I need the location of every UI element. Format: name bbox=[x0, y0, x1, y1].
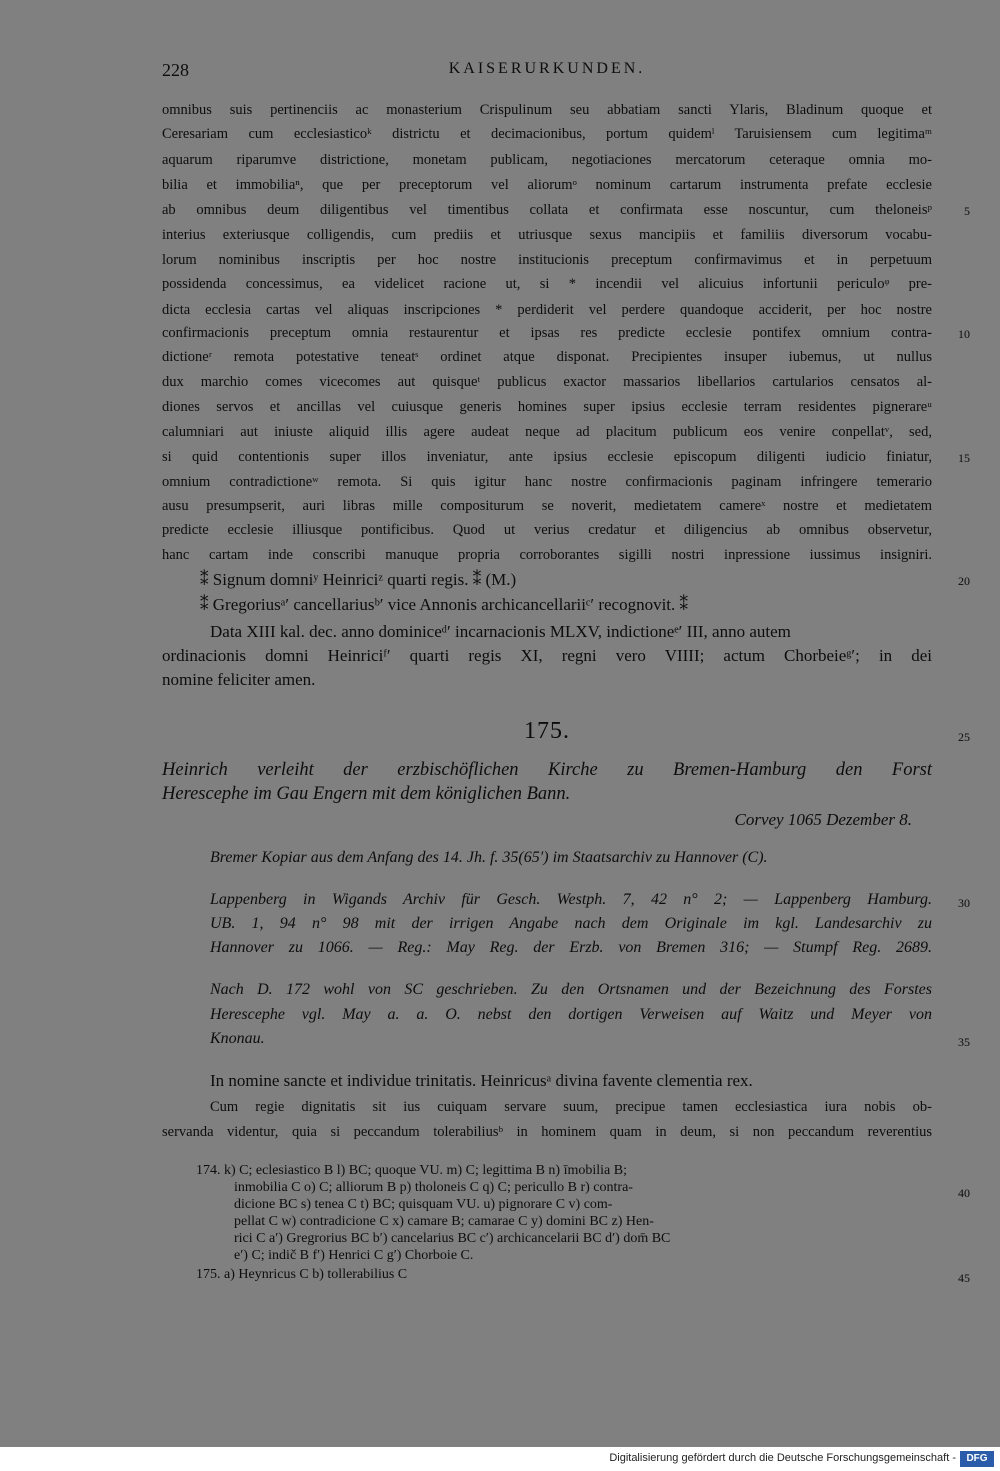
line-number: 10 bbox=[958, 327, 970, 341]
regest-line: Heinrich verleiht der erzbischöflichen Kirche zu Bremen-Hamburg den Forst bbox=[162, 760, 932, 780]
text-line: Cum regie dignitatis sit ius cuiquam servare suum, precipue tamen ecclesiastica iura nobis ob- bbox=[210, 1099, 932, 1115]
source-line: Bremer Kopiar aus dem Anfang des 14. Jh. f. 35(65′) im Staatsarchiv zu Hannover (C). bbox=[210, 849, 768, 866]
text-line: predicte ecclesie illiusque pontificibus. Quod ut verius credatur et diligencius ab omnibus observetur, bbox=[162, 522, 932, 538]
invocatio: In nomine sancte et individue trinitatis. Heinricusᵃ divina favente clementia rex. bbox=[210, 1071, 753, 1090]
date-place: Corvey 1065 Dezember 8. bbox=[734, 810, 912, 829]
text-line: calumniari aut iniuste aliquid illis agere audeat neque ad placitum publicum eos venire conpellatᵛ, sed, bbox=[162, 424, 932, 440]
footnote-line: pellat C w) contradicione C x) camare B; camarae C y) domini BC z) Hen- bbox=[234, 1214, 654, 1229]
datum-line: ordinacionis domni Heinriciᶠ′ quarti regis XI, regni vero VIIII; actum Chorbeieᵍ′; in dei bbox=[162, 646, 932, 665]
text-line: lorum nominibus inscriptis per hoc nostre institucionis preceptum confirmavimus et in perpetuum bbox=[162, 252, 932, 268]
text-line: ab omnibus deum diligentibus vel timentibus collata et confirmata esse noscuntur, cum theloneisᵖ bbox=[162, 202, 932, 218]
text-line: aquarum riparumve districtione, monetam publicam, negotiaciones mercatorum ceteraque omnia mo- bbox=[162, 152, 932, 168]
text-line: si quid contentionis super illos inveniatur, ante ipsius ecclesie episcopum diligenti iudicio finiatur, bbox=[162, 449, 932, 465]
line-number: 20 bbox=[958, 574, 970, 588]
text-line: servanda videntur, quia si peccandum tolerabiliusᵇ in hominem quam in deum, si non peccandum reverentius bbox=[162, 1124, 932, 1140]
page-header bbox=[162, 60, 932, 84]
text-line: dicta ecclesia cartas vel aliquas inscripciones * perdiderit vel perdere quandoque acciderit, per hoc nostre bbox=[162, 302, 932, 318]
text-line: diones servos et ancillas vel cuiusque generis homines super ipsius ecclesie terram residentes pignerareᵘ bbox=[162, 399, 932, 415]
dfg-logo: DFG bbox=[960, 1451, 994, 1467]
footnote-line: rici C a′) Gregrorius BC b′) cancelarius BC c′) archicancelarii BC d′) dom̄ BC bbox=[234, 1231, 671, 1246]
footer-bar bbox=[0, 1447, 1000, 1471]
line-number: 30 bbox=[958, 896, 970, 910]
note-line: Knonau. bbox=[210, 1030, 265, 1047]
literature-line: UB. 1, 94 n° 98 mit der irrigen Angabe nach dem Originale im kgl. Landesarchiv zu bbox=[210, 915, 932, 932]
line-number: 35 bbox=[958, 1035, 970, 1049]
running-title: KAISERURKUNDEN. bbox=[448, 60, 646, 77]
regest-line: Herescephe im Gau Engern mit dem königlichen Bann. bbox=[162, 784, 571, 804]
document-number: 175. bbox=[524, 718, 570, 744]
text-line: dictioneʳ remota potestative teneatˢ ordinet atque disponat. Precipientes insuper iubemus, ut nullus bbox=[162, 349, 932, 365]
datum-line: Data XIII kal. dec. anno dominiceᵈ′ incarnacionis MLXV, indictioneᵉ′ III, anno autem bbox=[210, 622, 791, 641]
text-line: possidenda concessimus, ea videlicet racione ut, si * incendii vel alicuius infortunii periculoᵠ pre- bbox=[162, 276, 932, 292]
text-line: omnium contradictioneʷ remota. Si quis igitur hanc nostre confirmacionis paginam infringere temerario bbox=[162, 474, 932, 490]
line-number: 15 bbox=[958, 451, 970, 465]
funding-note: Digitalisierung gefördert durch die Deutsche Forschungsgemeinschaft - bbox=[609, 1452, 956, 1464]
line-number: 5 bbox=[964, 204, 970, 218]
text-line: ausu presumpserit, auri libras mille compositurum se noverit, medietatem camereˣ nostre et medietatem bbox=[162, 498, 932, 514]
literature-line: Lappenberg in Wigands Archiv für Gesch. Westph. 7, 42 n° 2; — Lappenberg Hamburg. bbox=[210, 891, 932, 908]
text-line: interius exteriusque colligendis, cum prediis et utriusque sexus mancipiis et familiis diversorum vocabu- bbox=[162, 227, 932, 243]
signum-line: ⁑ Signum domniʸ Heinriciᶻ quarti regis. ⁑ (M.) bbox=[200, 570, 517, 589]
text-line: confirmacionis preceptum omnia restaurentur et ipsas res predicte ecclesie pontifex omnium contra- bbox=[162, 325, 932, 341]
footnote-line: 174. k) C; eclesiastico B l) BC; quoque VU. m) C; legittima B n) īmobilia B; bbox=[196, 1163, 627, 1178]
line-number: 40 bbox=[958, 1186, 970, 1200]
page-number: 228 bbox=[162, 60, 189, 80]
note-line: Herescephe vgl. May a. a. O. nebst den dortigen Verweisen auf Waitz und Meyer von bbox=[210, 1006, 932, 1023]
text-line: hanc cartam inde conscribi manuque propria corroborantes sigilli nostri inpressione iussimus insigniri. bbox=[162, 547, 932, 563]
footnote-line: e′) C; indič B f′) Henrici C g′) Chorboie C. bbox=[234, 1248, 474, 1263]
text-line: omnibus suis pertinenciis ac monasterium Crispulinum seu abbatiam sancti Ylaris, Bladinum quoque et bbox=[162, 102, 932, 118]
text-line: bilia et immobiliaⁿ, que per preceptorum vel aliorumᵒ nominum cartarum instrumenta prefate ecclesie bbox=[162, 177, 932, 193]
text-line: dux marchio comes vicecomes aut quisqueᵗ publicus exactor massarios libellarios cartularios censatos al- bbox=[162, 374, 932, 390]
footnote-line: 175. a) Heynricus C b) tollerabilius C bbox=[196, 1267, 408, 1282]
literature-line: Hannover zu 1066. — Reg.: May Reg. der Erzb. von Bremen 316; — Stumpf Reg. 2689. bbox=[210, 939, 932, 956]
footnote-line: inmobilia C o) C; alliorum B p) tholoneis C q) C; pericullo B r) contra- bbox=[234, 1180, 633, 1195]
note-line: Nach D. 172 wohl von SC geschrieben. Zu den Ortsnamen und der Bezeichnung des Forstes bbox=[210, 981, 932, 998]
datum-line: nomine feliciter amen. bbox=[162, 670, 316, 689]
text-line: Ceresariam cum ecclesiasticoᵏ districtu et decimacionibus, portum quidemˡ Taruisiensem cum legitimaᵐ bbox=[162, 126, 932, 142]
line-number: 25 bbox=[958, 730, 970, 744]
footnote-line: dicione BC s) tenea C t) BC; quisquam VU. u) pignorare C v) com- bbox=[234, 1197, 613, 1212]
line-number: 45 bbox=[958, 1271, 970, 1285]
recognition-line: ⁑ Gregoriusᵃ′ cancellariusᵇ′ vice Annonis archicancellariiᶜ′ recognovit. ⁑ bbox=[200, 595, 689, 614]
